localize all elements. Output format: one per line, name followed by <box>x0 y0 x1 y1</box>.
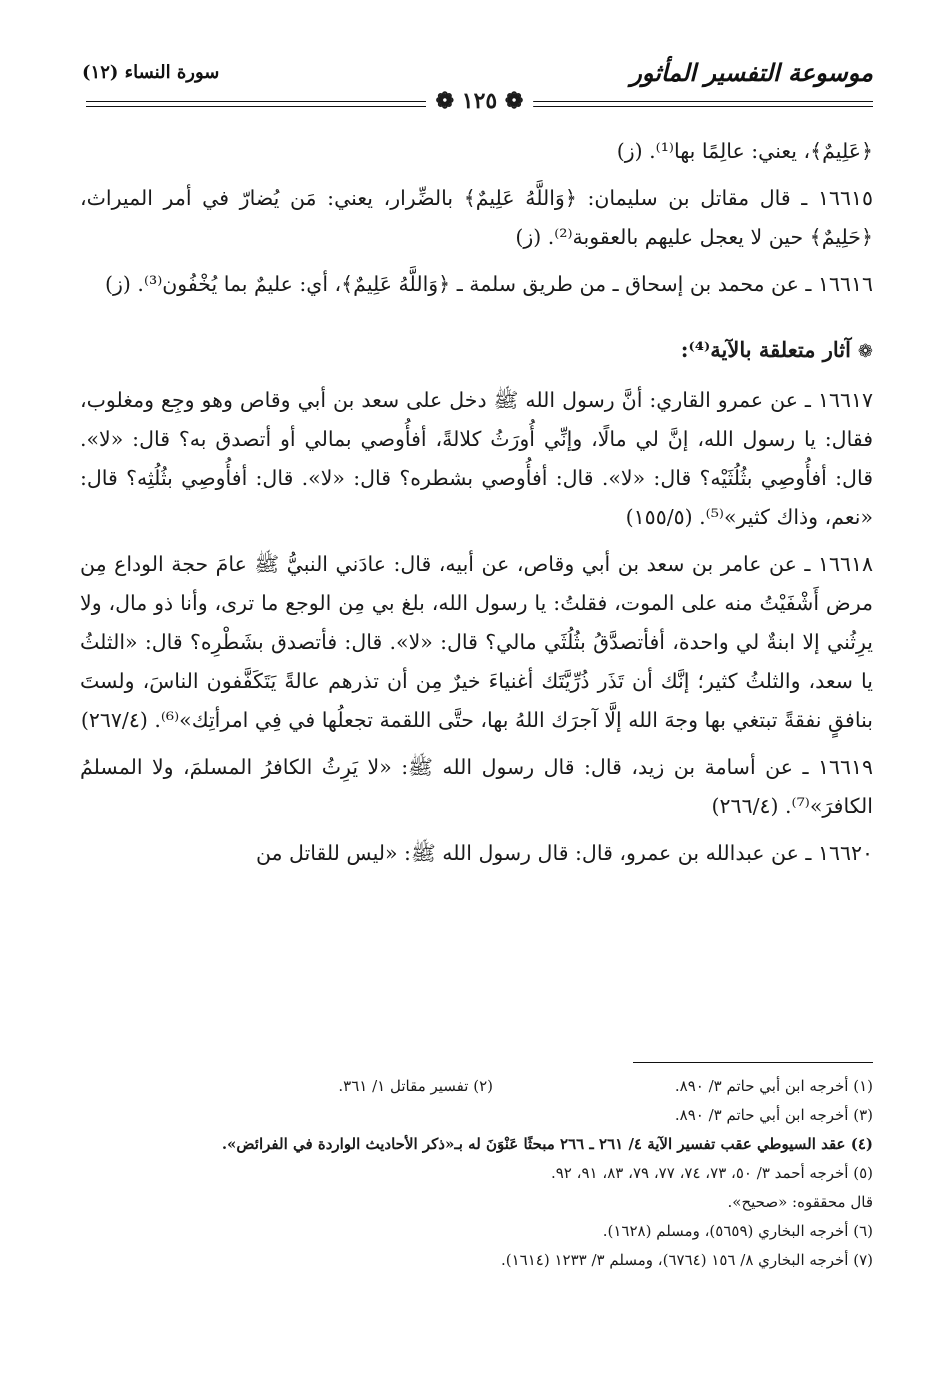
header-rule <box>86 88 873 114</box>
narration: ١٦٦١٨ ـ عن عامر بن سعد بن أبي وقاص، عن أبيه، قال: عادَني النبيُّ ﷺ عامَ حجة الوداع مِن مرض أَشْفَيْتُ منه على الموت، فقلتُ: يا رسول الله، بلغ بي مِن الوجع ما ترى، وأنا ذو مال، ولا يرِثُني إلا ابنةٌ لي واحدة، أفأتصدَّقُ بثُلُثَي مالي؟ قال: «لا». قال: فأتصدق بشَطْرِه؟ قال: «الثلثُ يا سعد، والثلثُ كثير؛ إنَّك أن تَذَر ذُرِّيَّتَك أغنياءَ خيرٌ مِن أن تذرهم عالةً يَتَكَفَّفون الناسَ، ولستَ بنافقٍ نفقةً تبتغي بها وجهَ الله إلَّا آجرَك اللهُ بها، حتَّى اللقمة تجعلُها في فِي امرأتِك»⁽⁶⁾. (٢٦٧/٤) <box>80 552 873 732</box>
page-number <box>426 88 534 114</box>
rule-left <box>86 101 426 107</box>
footnote: (٣) أخرجه ابن أبي حاتم ٣/ ٨٩٠. <box>674 1106 873 1124</box>
footnote-row <box>80 1072 873 1101</box>
surah-label: سورة النساء (١٢) <box>82 62 220 83</box>
book-title: موسوعة التفسير المأثور <box>630 58 873 87</box>
footnote: (٢) تفسير مقاتل ١/ ٣٦١. <box>338 1077 493 1095</box>
footnote: (٤) عقد السيوطي عقب تفسير الآية ٤/ ٢٦١ ـ ٢٦٦ مبحثًا عَنْوَنَ له بـ«ذكر الأحاديث الواردة في الفرائض». <box>221 1135 873 1153</box>
paragraph: ﴿عَلِيمٌ﴾، يعني: عالِمًا بها⁽¹⁾. (ز) <box>616 139 873 163</box>
section-title: آثار متعلقة بالآية⁽⁴⁾: <box>680 337 851 362</box>
narration: ١٦٦٢٠ ـ عن عبدالله بن عمرو، قال: قال رسول الله ﷺ: «ليس للقاتل من <box>255 841 873 865</box>
footnote: (٥) أخرجه أحمد ٣/ ٥٠، ٧٣، ٧٤، ٧٧، ٧٩، ٨٣، ٩١، ٩٢. <box>550 1164 873 1182</box>
paragraph: ١٦٦١٦ ـ عن محمد بن إسحاق ـ من طريق سلمة ـ ﴿وَاللَّهُ عَلِيمٌ﴾، أي: عليمٌ بما يُخْفُون⁽³⁾. (ز) <box>105 272 873 296</box>
running-header <box>82 52 873 92</box>
footnote: (١) أخرجه ابن أبي حاتم ٣/ ٨٩٠. <box>674 1077 873 1095</box>
section-heading <box>80 330 873 369</box>
footnotes <box>80 1072 873 1275</box>
paragraph: ١٦٦١٥ ـ قال مقاتل بن سليمان: ﴿وَاللَّهُ عَلِيمٌ﴾ بالضِّرار، يعني: مَن يُضارّ في أمر الميراث، ﴿حَلِيمٌ﴾ حين لا يعجل عليهم بالعقوبة⁽²⁾. (ز) <box>80 186 873 249</box>
narration: ١٦٦١٧ ـ عن عمرو القاري: أنَّ رسول الله ﷺ دخل على سعد بن أبي وقاص وهو وجِع ومغلوب، فقال: يا رسول الله، إنَّ لي مالًا، وإنِّي أُورَثُ كلالةً، أفأُوصي بمالي أو أتصدق به؟ قال: «لا». قال: أفأُوصِي بثُلُثَيْه؟ قال: «لا». قال: أفأُوصي بشطره؟ قال: «لا». قال: أفأُوصِي بثُلُثِه؟ قال: «نعم، وذاك كثير»⁽⁵⁾. (١٥٥/٥) <box>80 388 873 529</box>
page-number-text: ١٢٥ <box>461 88 498 114</box>
rule-right <box>533 101 873 107</box>
main-text <box>80 132 873 881</box>
narration: ١٦٦١٩ ـ عن أسامة بن زيد، قال: قال رسول الله ﷺ: «لا يَرِثُ الكافرُ المسلمَ، ولا المسلمُ الكافرَ»⁽⁷⁾. (٢٦٦/٤) <box>80 755 873 818</box>
footnote: (٧) أخرجه البخاري ٨/ ١٥٦ (٦٧٦٤)، ومسلم ٣/ ١٢٣٣ (١٦١٤). <box>501 1251 873 1269</box>
ornament-icon: ❁ <box>504 88 524 114</box>
flower-icon: ❁ <box>857 340 873 362</box>
ornament-icon: ❁ <box>435 88 455 114</box>
footnote: (٦) أخرجه البخاري (٥٦٥٩)، ومسلم (١٦٢٨). <box>602 1222 873 1240</box>
footnote: قال محققوه: «صحيح». <box>727 1193 873 1211</box>
footnote-divider <box>633 1062 873 1063</box>
